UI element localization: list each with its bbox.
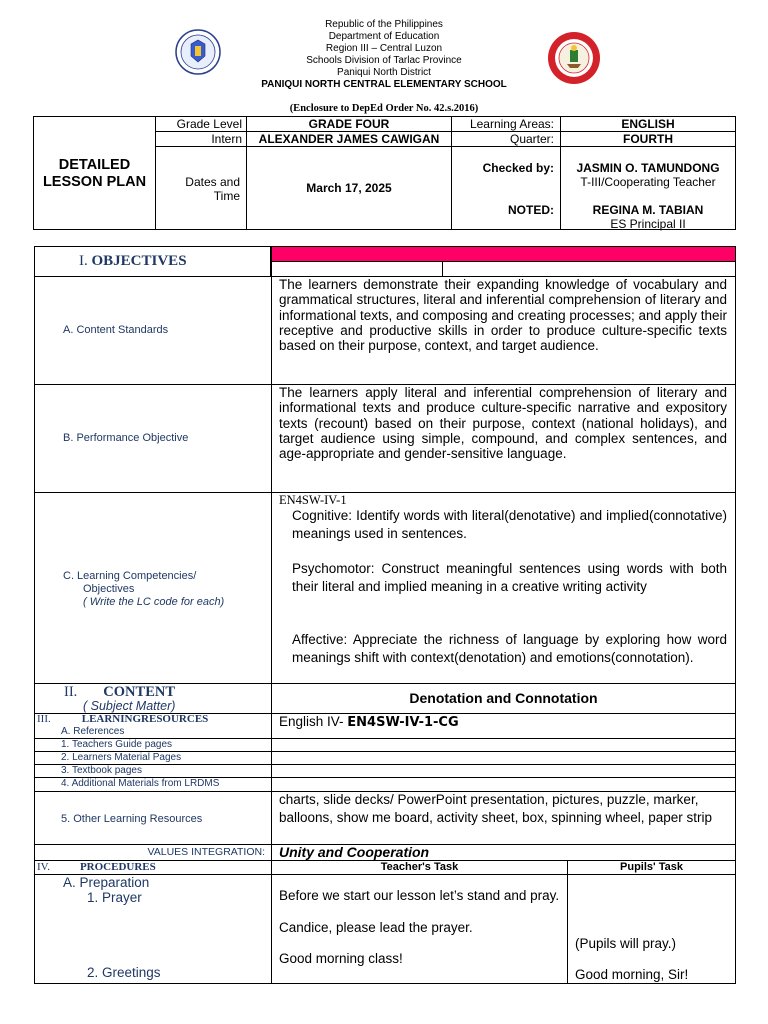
other-resources-label: 5. Other Learning Resources (61, 813, 203, 825)
resource-item-textbook: 3. Textbook pages (61, 765, 142, 776)
pupil-task-header: Pupils' Task (620, 861, 683, 873)
teacher-prayer-instruction: Before we start our lesson let’s stand and pray. (279, 888, 560, 903)
resource-item-lrdms: 4. Additional Materials from LRDMS (61, 778, 220, 789)
objectives-heading-text: OBJECTIVES (91, 253, 187, 269)
learning-areas-label: Learning Areas: (469, 117, 554, 131)
other-resources-text: charts, slide decks/ PowerPoint presentation, pictures, puzzle, marker, balloons, show me board, activity sheet, box, spinning wheel, paper strip (279, 792, 712, 825)
procedures-heading-text: PROCEDURES (79, 861, 156, 873)
content-heading-num: II. (64, 684, 78, 700)
objectives-heading-num: I. (79, 253, 92, 269)
title-line-2: LESSON PLAN (42, 174, 147, 190)
teacher-task-header: Teacher's Task (380, 861, 459, 873)
header-division: Schools Division of Tarlac Province (306, 55, 462, 66)
resources-heading (37, 713, 208, 725)
header-school-name: PANIQUI NORTH CENTRAL ELEMENTARY SCHOOL (261, 79, 507, 90)
values-label: VALUES INTEGRATION: (147, 846, 265, 858)
resource-item-4-value-cell (271, 777, 736, 792)
noted-label: NOTED: (508, 203, 554, 217)
enclosure-note: (Enclosure to DepEd Order No. 42.s.2016) (289, 103, 479, 114)
performance-label: B. Performance Objective (63, 432, 189, 444)
resource-item-1-value-cell (271, 738, 736, 752)
teacher-greeting: Good morning class! (279, 951, 403, 966)
dates-value: March 17, 2025 (306, 181, 392, 195)
objectives-blank-cell-1 (271, 261, 443, 277)
header-region: Region III – Central Luzon (325, 43, 443, 54)
performance-text: The learners apply literal and inferential comprehension of literary and informational texts and produce culture-specific narrative and expository texts (recount) based on their purpose, context (national holidays), and target audience using simple, compound, and complex sentences, and age-appropriate and gender-sensitive language. (279, 385, 727, 462)
pink-header-cell (271, 246, 736, 262)
objectives-blank-cell-2 (442, 261, 736, 277)
english-ref (279, 714, 459, 730)
intern-label: Intern (211, 132, 242, 146)
grade-level-label: Grade Level (176, 117, 242, 131)
cognitive-objective: Cognitive: Identify words with literal(denotative) and implied(connotative) meanings used in sentences. (292, 508, 727, 541)
competencies-label-cell (34, 492, 272, 684)
header-district: Paniqui North District (337, 67, 431, 78)
lc-code: EN4SW-IV-1 (279, 493, 347, 507)
header-department: Department of Education (328, 31, 440, 42)
procedures-heading (37, 861, 156, 873)
title-line-1: DETAILED (58, 157, 131, 173)
competencies-label-line-1: C. Learning Competencies/ (63, 570, 197, 582)
quarter-value: FOURTH (623, 132, 673, 146)
affective-objective: Affective: Appreciate the richness of language by exploring how word meanings shift with context(denotation) and emotions(connotation). (292, 632, 727, 665)
procedures-heading-num: IV. (37, 861, 50, 873)
quarter-label: Quarter: (509, 132, 554, 146)
pupil-prayer-response: (Pupils will pray.) (575, 936, 677, 951)
grade-level-value: GRADE FOUR (308, 117, 390, 131)
resource-item-2-value-cell (271, 751, 736, 765)
values-value: Unity and Cooperation (279, 844, 430, 860)
competencies-label-line-3: ( Write the LC code for each) (83, 596, 225, 608)
resource-item-teachers-guide: 1. Teachers Guide pages (61, 739, 173, 750)
objectives-heading (79, 253, 187, 270)
resource-item-3-value-cell (271, 764, 736, 778)
content-standards-label: A. Content Standards (63, 324, 169, 336)
checked-by-role: T-III/Cooperating Teacher (580, 175, 716, 189)
teacher-prayer-lead: Candice, please lead the prayer. (279, 920, 473, 935)
competencies-label-line-2: Objectives (83, 583, 135, 595)
english-ref-prefix: English IV- (279, 714, 348, 729)
dates-label-1: Dates and (185, 175, 240, 189)
pupil-greeting-response: Good morning, Sir! (575, 967, 689, 982)
learning-areas-value: ENGLISH (621, 117, 675, 131)
psychomotor-objective: Psychomotor: Construct meaningful sentences using words with both their literal and implied meaning in a creative writing activity (292, 561, 727, 594)
prayer-label: 1. Prayer (87, 890, 142, 905)
content-standards-text: The learners demonstrate their expanding knowledge of vocabulary and grammatical structures, literal and inferential comprehension of literary and informational texts, and composing and creating processes; and apply their receptive and productive skills in order to produce culture-specific texts based on their purpose, context, and target audience. (279, 277, 728, 354)
header-republic: Republic of the Philippines (325, 19, 443, 30)
dates-label-2: Time (213, 189, 240, 203)
noted-name: REGINA M. TABIAN (592, 203, 704, 217)
resource-item-learners-material: 2. Learners Material Pages (61, 752, 182, 763)
intern-value: ALEXANDER JAMES CAWIGAN (258, 132, 440, 146)
content-value: Denotation and Connotation (409, 690, 598, 706)
preparation-label: A. Preparation (63, 875, 150, 890)
content-subject-matter: ( Subject Matter) (83, 699, 176, 713)
resources-heading-num: III. (37, 713, 51, 725)
greetings-label: 2. Greetings (87, 965, 161, 980)
checked-by-label: Checked by: (482, 161, 554, 175)
resources-heading-text: LEARNINGRESOURCES (81, 713, 209, 725)
references-label: A. References (61, 726, 125, 737)
noted-role: ES Principal II (610, 217, 686, 231)
english-ref-code: EN4SW-IV-1-CG (347, 715, 459, 730)
checked-label-cell (451, 146, 561, 230)
content-heading-text: CONTENT (103, 684, 176, 700)
checked-by-name: JASMIN O. TAMUNDONG (576, 161, 720, 175)
